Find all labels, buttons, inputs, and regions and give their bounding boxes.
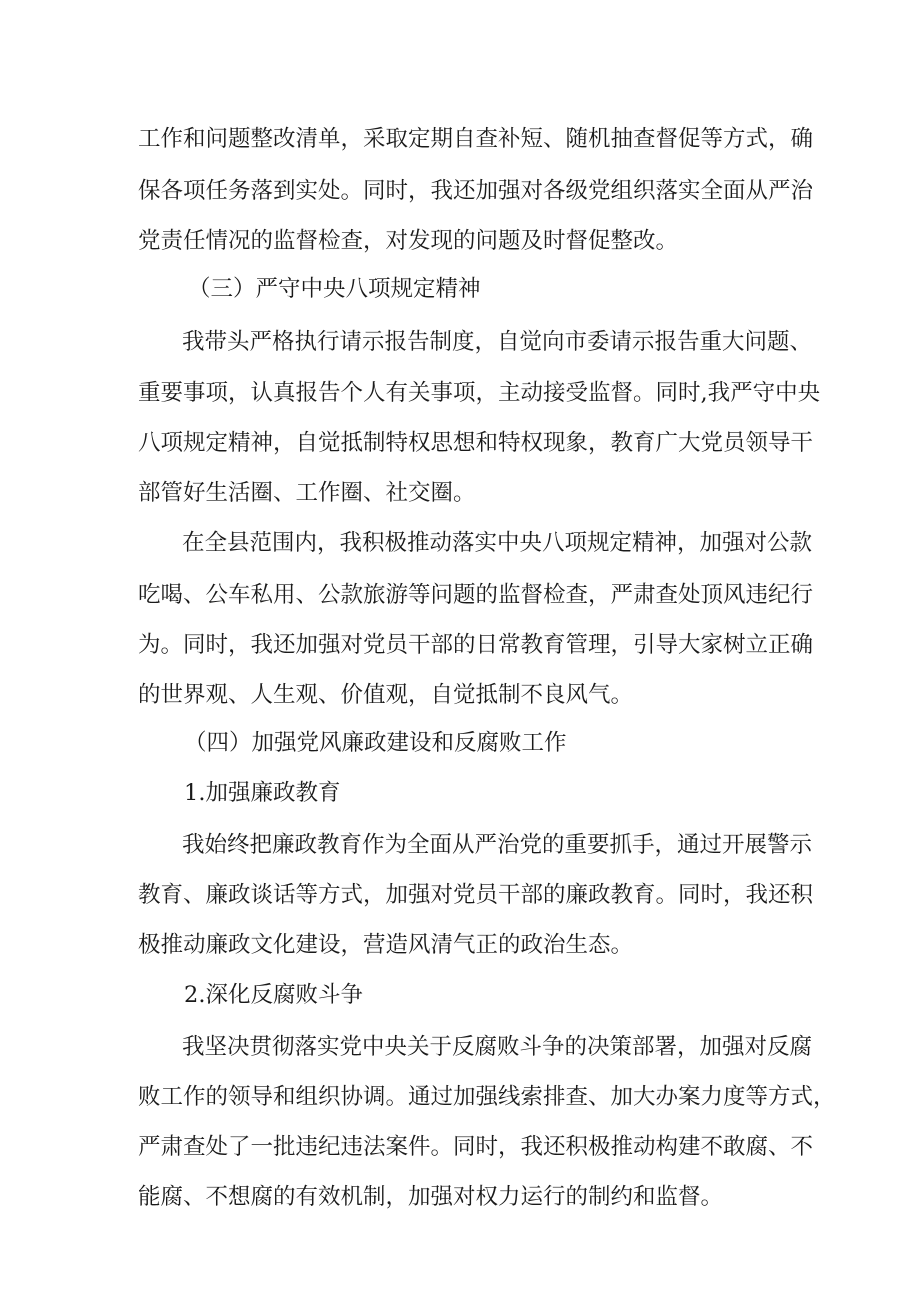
paragraph-2-line-3: 八项规定精神，自觉抵制特权思想和特权现象，教育广大党员领导干 <box>138 430 814 456</box>
paragraph-3-line-3: 为。同时，我还加强对党员干部的日常教育管理，引导大家树立正确 <box>138 632 814 658</box>
paragraph-5-line-1: 我坚决贯彻落实党中央关于反腐败斗争的决策部署，加强对反腐 <box>182 1034 813 1060</box>
paragraph-2-line-2: 重要事项，认真报告个人有关事项，主动接受监督。同时,我严守中央 <box>138 380 821 406</box>
paragraph-1-line-1: 工作和问题整改清单，采取定期自查补短、随机抽查督促等方式，确 <box>138 126 814 152</box>
paragraph-5-line-3: 严肃查处了一批违纪违法案件。同时，我还积极推动构建不敢腐、不 <box>138 1134 814 1160</box>
section-heading-3: （三）严守中央八项规定精神 <box>188 276 481 302</box>
paragraph-3-line-1: 在全县范围内，我积极推动落实中央八项规定精神，加强对公款 <box>182 530 813 556</box>
paragraph-1-line-3: 党责任情况的监督检查，对发现的问题及时督促整改。 <box>138 228 679 254</box>
paragraph-2-line-1: 我带头严格执行请示报告制度，自觉向市委请示报告重大问题、 <box>182 329 813 355</box>
paragraph-4-line-3: 极推动廉政文化建设，营造风清气正的政治生态。 <box>138 932 634 958</box>
paragraph-5-line-4: 能腐、不想腐的有效机制，加强对权力运行的制约和监督。 <box>138 1184 724 1210</box>
paragraph-1-line-2: 保各项任务落到实处。同时，我还加强对各级党组织落实全面从严治 <box>138 178 814 204</box>
paragraph-3-line-2: 吃喝、公车私用、公款旅游等问题的监督检查，严肃查处顶风违纪行 <box>138 582 814 608</box>
subheading-1: 1.加强廉政教育 <box>184 780 341 806</box>
paragraph-4-line-2: 教育、廉政谈话等方式，加强对党员干部的廉政教育。同时，我还积 <box>138 882 814 908</box>
section-heading-4: （四）加强党风廉政建设和反腐败工作 <box>184 730 567 756</box>
paragraph-5-line-2: 败工作的领导和组织协调。通过加强线索排查、加大办案力度等方式， <box>138 1084 836 1110</box>
paragraph-3-line-4: 的世界观、人生观、价值观，自觉抵制不良风气。 <box>138 682 634 708</box>
paragraph-2-line-4: 部管好生活圈、工作圈、社交圈。 <box>138 480 476 506</box>
subheading-2: 2.深化反腐败斗争 <box>184 982 363 1008</box>
paragraph-4-line-1: 我始终把廉政教育作为全面从严治党的重要抓手，通过开展警示 <box>182 832 813 858</box>
